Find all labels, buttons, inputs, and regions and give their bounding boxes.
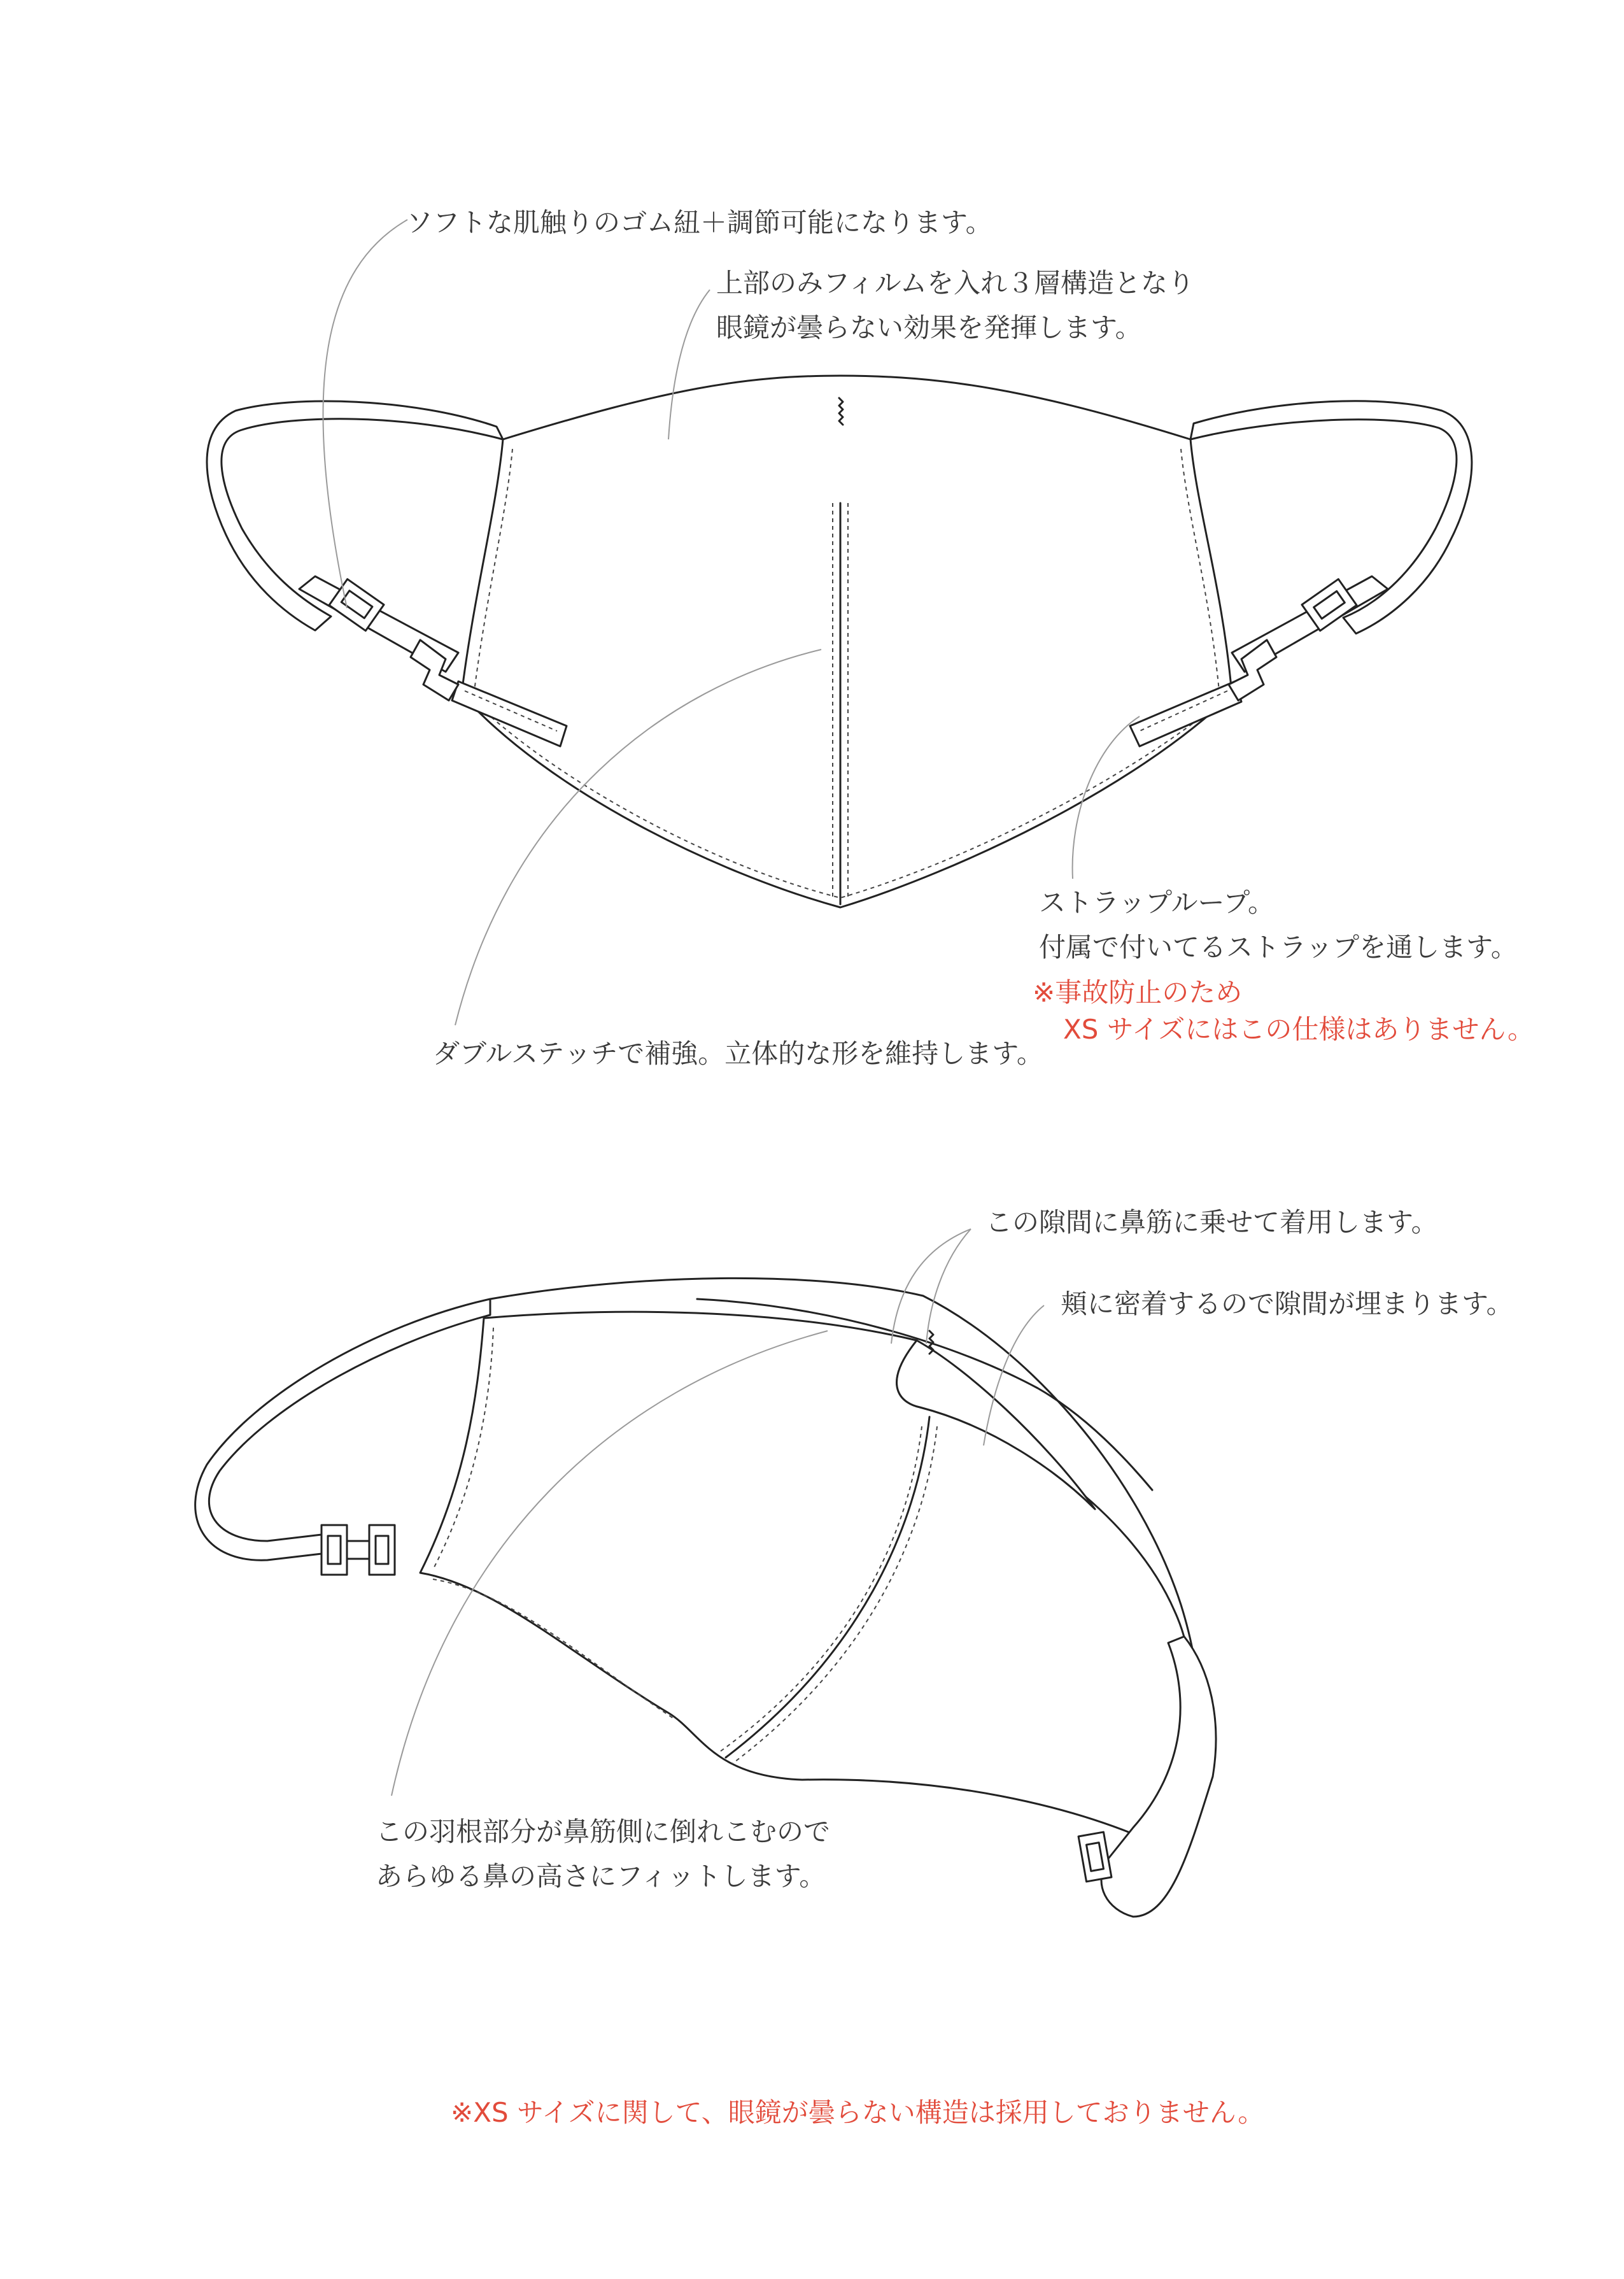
- side-far-adjusters: [321, 1525, 395, 1575]
- note-strap-loop-line-1: ストラップループ。: [1039, 887, 1275, 918]
- note-wing-fit: [376, 1810, 830, 1899]
- note-warning-line-1: ※事故防止のため: [1033, 977, 1243, 1008]
- note-warning-line-2: XS サイズにはこの仕様はありません。: [1063, 1014, 1534, 1045]
- note-strap-loop-line-2: 付属で付いてるストラップを通します。: [1039, 932, 1518, 963]
- note-double-stitch: ダブルステッチで補強。立体的な形を維持します。: [433, 1038, 1043, 1069]
- front-mask-body: [462, 376, 1232, 907]
- note-strap-loop: [1039, 881, 1518, 970]
- note-nose-gap: この隙間に鼻筋に乗せて着用します。: [985, 1207, 1438, 1238]
- note-film: [716, 261, 1194, 350]
- side-mask-body: [420, 1312, 1190, 1834]
- note-cheek-fit: 頬に密着するので隙間が埋まります。: [1061, 1288, 1513, 1319]
- note-elastic: ソフトな肌触りのゴム紐＋調節可能になります。: [406, 207, 992, 238]
- footer-warning: ※XS サイズに関して、眼鏡が曇らない構造は採用しておりません。: [451, 2097, 1265, 2128]
- note-wing-line-1: この羽根部分が鼻筋側に倒れこむので: [376, 1816, 831, 1847]
- side-near-adjuster: [1078, 1832, 1112, 1882]
- note-wing-line-2: あらゆる鼻の高さにフィットします。: [376, 1861, 826, 1892]
- note-strap-loop-warning: [1033, 974, 1534, 1048]
- note-film-line-1: 上部のみフィルムを入れ３層構造となり: [716, 267, 1194, 299]
- note-film-line-2: 眼鏡が曇らない効果を発揮します。: [716, 312, 1142, 343]
